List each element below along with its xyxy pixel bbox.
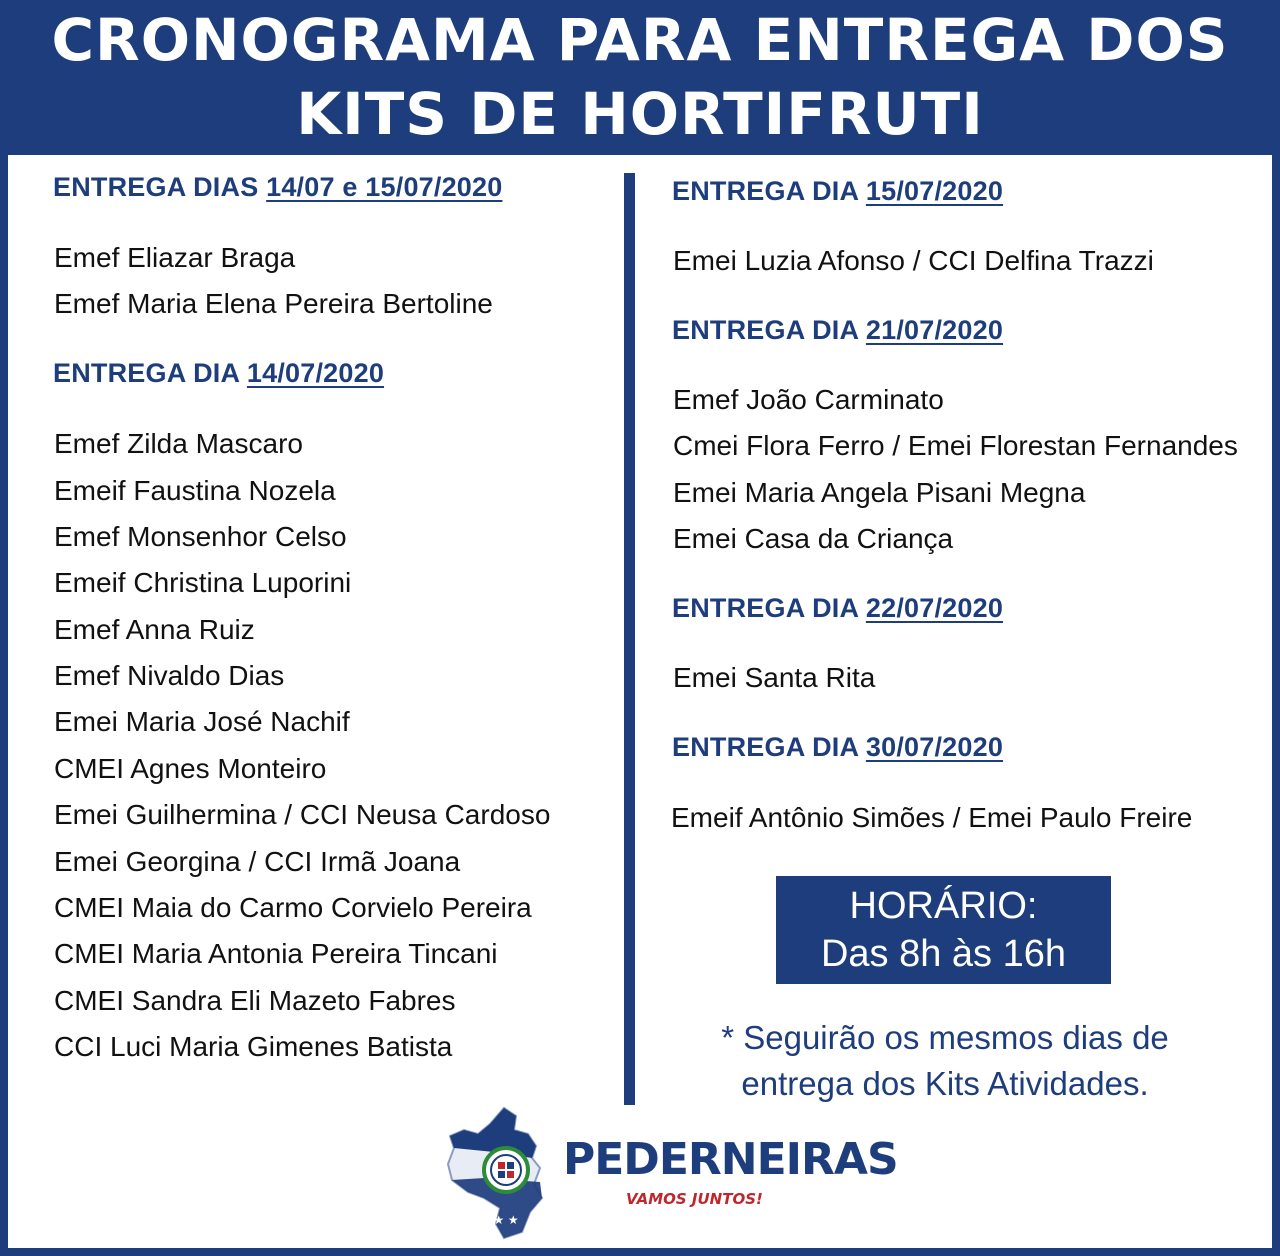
school-item: Emei Luzia Afonso / CCI Delfina Trazzi: [673, 245, 1154, 276]
school-item: CMEI Maia do Carmo Corvielo Pereira: [54, 892, 532, 923]
heading-date: 14/07/2020: [246, 358, 385, 388]
school-item: Emef Monsenhor Celso: [54, 521, 347, 552]
school-item: Emef Anna Ruiz: [54, 614, 255, 645]
hours-value: Das 8h às 16h: [820, 933, 1067, 975]
school-item: Emei Maria Angela Pisani Megna: [673, 477, 1086, 508]
right-group-1-heading: [672, 176, 1003, 207]
logo-slogan: VAMOS JUNTOS!: [626, 1190, 763, 1208]
svg-text:★ ★: ★ ★: [493, 1213, 519, 1227]
heading-prefix: ENTREGA DIAS: [53, 172, 267, 202]
school-item: Cmei Flora Ferro / Emei Florestan Fernandes: [673, 430, 1238, 461]
right-group-3-heading: [672, 593, 1003, 624]
header-banner: [0, 0, 1280, 155]
heading-prefix: ENTREGA DIA: [672, 593, 866, 623]
heading-prefix: ENTREGA DIA: [672, 176, 866, 206]
heading-prefix: ENTREGA DIA: [53, 358, 247, 388]
school-item: Emeif Faustina Nozela: [54, 475, 336, 506]
footnote-line2: entrega dos Kits Atividades.: [741, 1065, 1149, 1102]
school-item: Emeif Antônio Simões / Emei Paulo Freire: [671, 802, 1193, 833]
page-title-line2: KITS DE HORTIFRUTI: [296, 80, 984, 148]
heading-date: 14/07 e 15/07/2020: [266, 172, 503, 202]
school-item: Emei Santa Rita: [673, 662, 876, 693]
footnote-line1: * Seguirão os mesmos dias de: [721, 1019, 1169, 1056]
school-item: Emef Zilda Mascaro: [54, 428, 303, 459]
heading-date: 21/07/2020: [865, 315, 1004, 345]
school-item: Emef João Carminato: [673, 384, 944, 415]
heading-date: 30/07/2020: [865, 732, 1004, 762]
school-item: Emei Guilhermina / CCI Neusa Cardoso: [54, 799, 551, 830]
school-item: Emef Nivaldo Dias: [54, 660, 285, 691]
school-item: CCI Luci Maria Gimenes Batista: [54, 1031, 453, 1062]
left-group-2-heading: [53, 358, 384, 389]
column-divider: [624, 173, 635, 1105]
school-item: Emei Georgina / CCI Irmã Joana: [54, 846, 461, 877]
hours-label: HORÁRIO:: [849, 885, 1038, 927]
page-title-line1: CRONOGRAMA PARA ENTREGA DOS: [51, 6, 1229, 74]
school-item: CMEI Agnes Monteiro: [54, 753, 327, 784]
hours-box: [776, 876, 1111, 984]
right-group-4-heading: [672, 732, 1003, 763]
school-item: CMEI Sandra Eli Mazeto Fabres: [54, 985, 456, 1016]
heading-prefix: ENTREGA DIA: [672, 315, 866, 345]
school-item: Emef Eliazar Braga: [54, 242, 296, 273]
school-item: CMEI Maria Antonia Pereira Tincani: [54, 938, 498, 969]
heading-date: 22/07/2020: [865, 593, 1004, 623]
left-group-1-heading: [53, 172, 502, 203]
school-item: Emef Maria Elena Pereira Bertoline: [54, 288, 493, 319]
footnote: [660, 1015, 1230, 1107]
school-item: Emei Maria José Nachif: [54, 706, 350, 737]
right-group-2-heading: [672, 315, 1003, 346]
heading-prefix: ENTREGA DIA: [672, 732, 866, 762]
school-item: Emeif Christina Luporini: [54, 567, 352, 598]
logo-name: PEDERNEIRAS: [563, 1134, 898, 1185]
school-item: Emei Casa da Criança: [673, 523, 954, 554]
heading-date: 15/07/2020: [865, 176, 1004, 206]
